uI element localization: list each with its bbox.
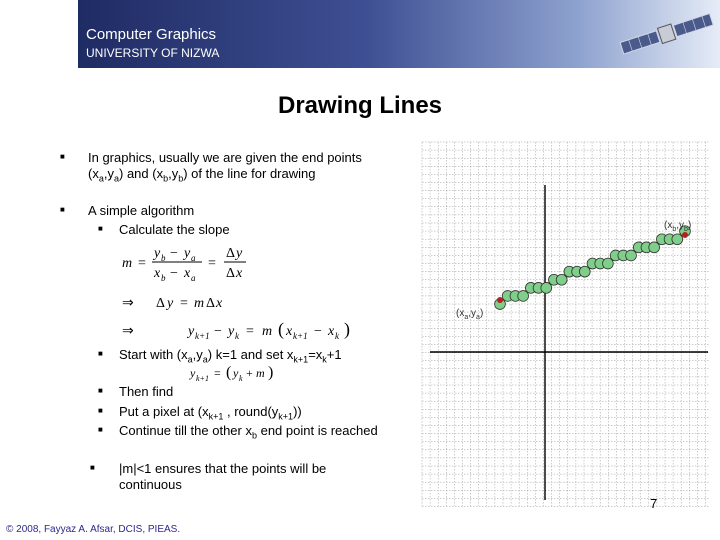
svg-text:a: a bbox=[191, 253, 196, 263]
pixel-dot bbox=[672, 234, 683, 245]
header-title: Computer Graphics bbox=[86, 26, 217, 43]
svg-text:b: b bbox=[161, 273, 166, 283]
svg-text:−: − bbox=[170, 266, 178, 281]
pixel-dot bbox=[541, 282, 552, 293]
svg-text:y: y bbox=[184, 246, 191, 261]
svg-text:x: x bbox=[236, 266, 243, 281]
pixel-dot bbox=[626, 250, 637, 261]
slope-equations bbox=[112, 240, 412, 344]
svg-text:k+1: k+1 bbox=[293, 331, 308, 341]
satellite-icon bbox=[612, 2, 720, 68]
step-2-text: Then find bbox=[119, 384, 174, 399]
bullet-2-text: A simple algorithm bbox=[88, 203, 195, 218]
svg-text:−: − bbox=[170, 246, 178, 261]
header-subtitle: UNIVERSITY OF NIZWA bbox=[86, 46, 220, 60]
sub-bullet-marker: ■ bbox=[98, 386, 103, 395]
footer-copyright: © 2008, Fayyaz A. Afsar, DCIS, PIEAS. bbox=[6, 524, 181, 535]
svg-text:+: + bbox=[246, 366, 253, 380]
svg-text:=: = bbox=[246, 324, 254, 339]
svg-text:x: x bbox=[216, 296, 223, 311]
svg-text:y: y bbox=[188, 324, 195, 339]
sub-bullet-marker: ■ bbox=[98, 224, 103, 233]
svg-text:y: y bbox=[190, 366, 196, 380]
svg-text:−: − bbox=[314, 324, 322, 339]
svg-text:=: = bbox=[214, 366, 221, 380]
svg-text:m: m bbox=[122, 256, 133, 271]
bullet-marker: ■ bbox=[60, 152, 65, 161]
svg-text:k+1: k+1 bbox=[195, 331, 210, 341]
sub-bullet-marker: ■ bbox=[98, 425, 103, 434]
sub-bullet-marker: ■ bbox=[98, 349, 103, 358]
svg-text:k: k bbox=[239, 374, 243, 383]
slide-title: Drawing Lines bbox=[277, 92, 443, 119]
svg-text:m: m bbox=[256, 366, 265, 380]
svg-text:m: m bbox=[262, 324, 273, 339]
svg-text:(: ( bbox=[226, 364, 232, 381]
svg-text:): ) bbox=[268, 364, 274, 381]
svg-text:=: = bbox=[138, 256, 146, 271]
pixel-dot bbox=[603, 258, 614, 269]
svg-text:x: x bbox=[154, 266, 161, 281]
svg-text:y: y bbox=[228, 324, 235, 339]
start-point-label: $(x_a,y_a)$ bbox=[456, 308, 484, 321]
svg-text:y: y bbox=[233, 366, 239, 380]
svg-text:Δ: Δ bbox=[156, 296, 166, 311]
svg-text:Δ: Δ bbox=[206, 296, 216, 311]
bullet-marker: ■ bbox=[90, 463, 95, 472]
pixel-dot bbox=[518, 291, 529, 302]
svg-text:k+1: k+1 bbox=[196, 374, 209, 383]
sub-bullet-marker: ■ bbox=[98, 406, 103, 415]
svg-text:⇒: ⇒ bbox=[122, 296, 134, 311]
svg-text:y: y bbox=[154, 246, 161, 261]
svg-text:b: b bbox=[161, 253, 166, 263]
step-5-text: |m|<1 ensures that the points will be continuous bbox=[119, 461, 327, 492]
step-1-text: Start with $(x_a,y_a)$ k=1 and set $x_{k+1}=x_k+1$ bbox=[119, 347, 342, 365]
pixel-grid-figure bbox=[420, 140, 712, 508]
svg-text:k: k bbox=[335, 331, 339, 341]
svg-text:): ) bbox=[344, 319, 350, 339]
svg-text:⇒: ⇒ bbox=[122, 324, 134, 339]
svg-text:y: y bbox=[236, 246, 243, 261]
pixel-dot bbox=[556, 274, 567, 285]
svg-text:x: x bbox=[184, 266, 191, 281]
pixel-dot bbox=[649, 242, 660, 253]
svg-text:x: x bbox=[328, 324, 335, 339]
start-point bbox=[497, 297, 503, 303]
bullet-1-text: In graphics, usually we are given the end points $(x_a,y_a)$ and $(x_b,y_b)$ of the line for drawing bbox=[88, 150, 362, 184]
pixel-dot bbox=[579, 266, 590, 277]
svg-text:=: = bbox=[180, 296, 188, 311]
step-3-text: Put a pixel at ($x_{k+1}$ , $round(y_{k+1})$) bbox=[119, 404, 302, 422]
svg-text:y: y bbox=[167, 296, 174, 311]
end-point-label: $(x_b,y_b)$ bbox=[664, 220, 692, 233]
svg-text:Δ: Δ bbox=[226, 246, 236, 261]
svg-text:a: a bbox=[191, 273, 196, 283]
step-1-formula bbox=[188, 362, 288, 384]
svg-text:=: = bbox=[208, 256, 216, 271]
bullet-3-text: Calculate the slope bbox=[119, 222, 230, 237]
page-number: 7 bbox=[650, 496, 658, 511]
bullet-marker: ■ bbox=[60, 205, 65, 214]
svg-text:(: ( bbox=[278, 319, 284, 339]
svg-text:k: k bbox=[235, 331, 239, 341]
svg-text:Δ: Δ bbox=[226, 266, 236, 281]
step-4-text: Continue till the other $x_b$ end point is reached bbox=[119, 423, 378, 441]
svg-text:x: x bbox=[286, 324, 293, 339]
svg-text:m: m bbox=[194, 296, 205, 311]
svg-text:−: − bbox=[214, 324, 222, 339]
